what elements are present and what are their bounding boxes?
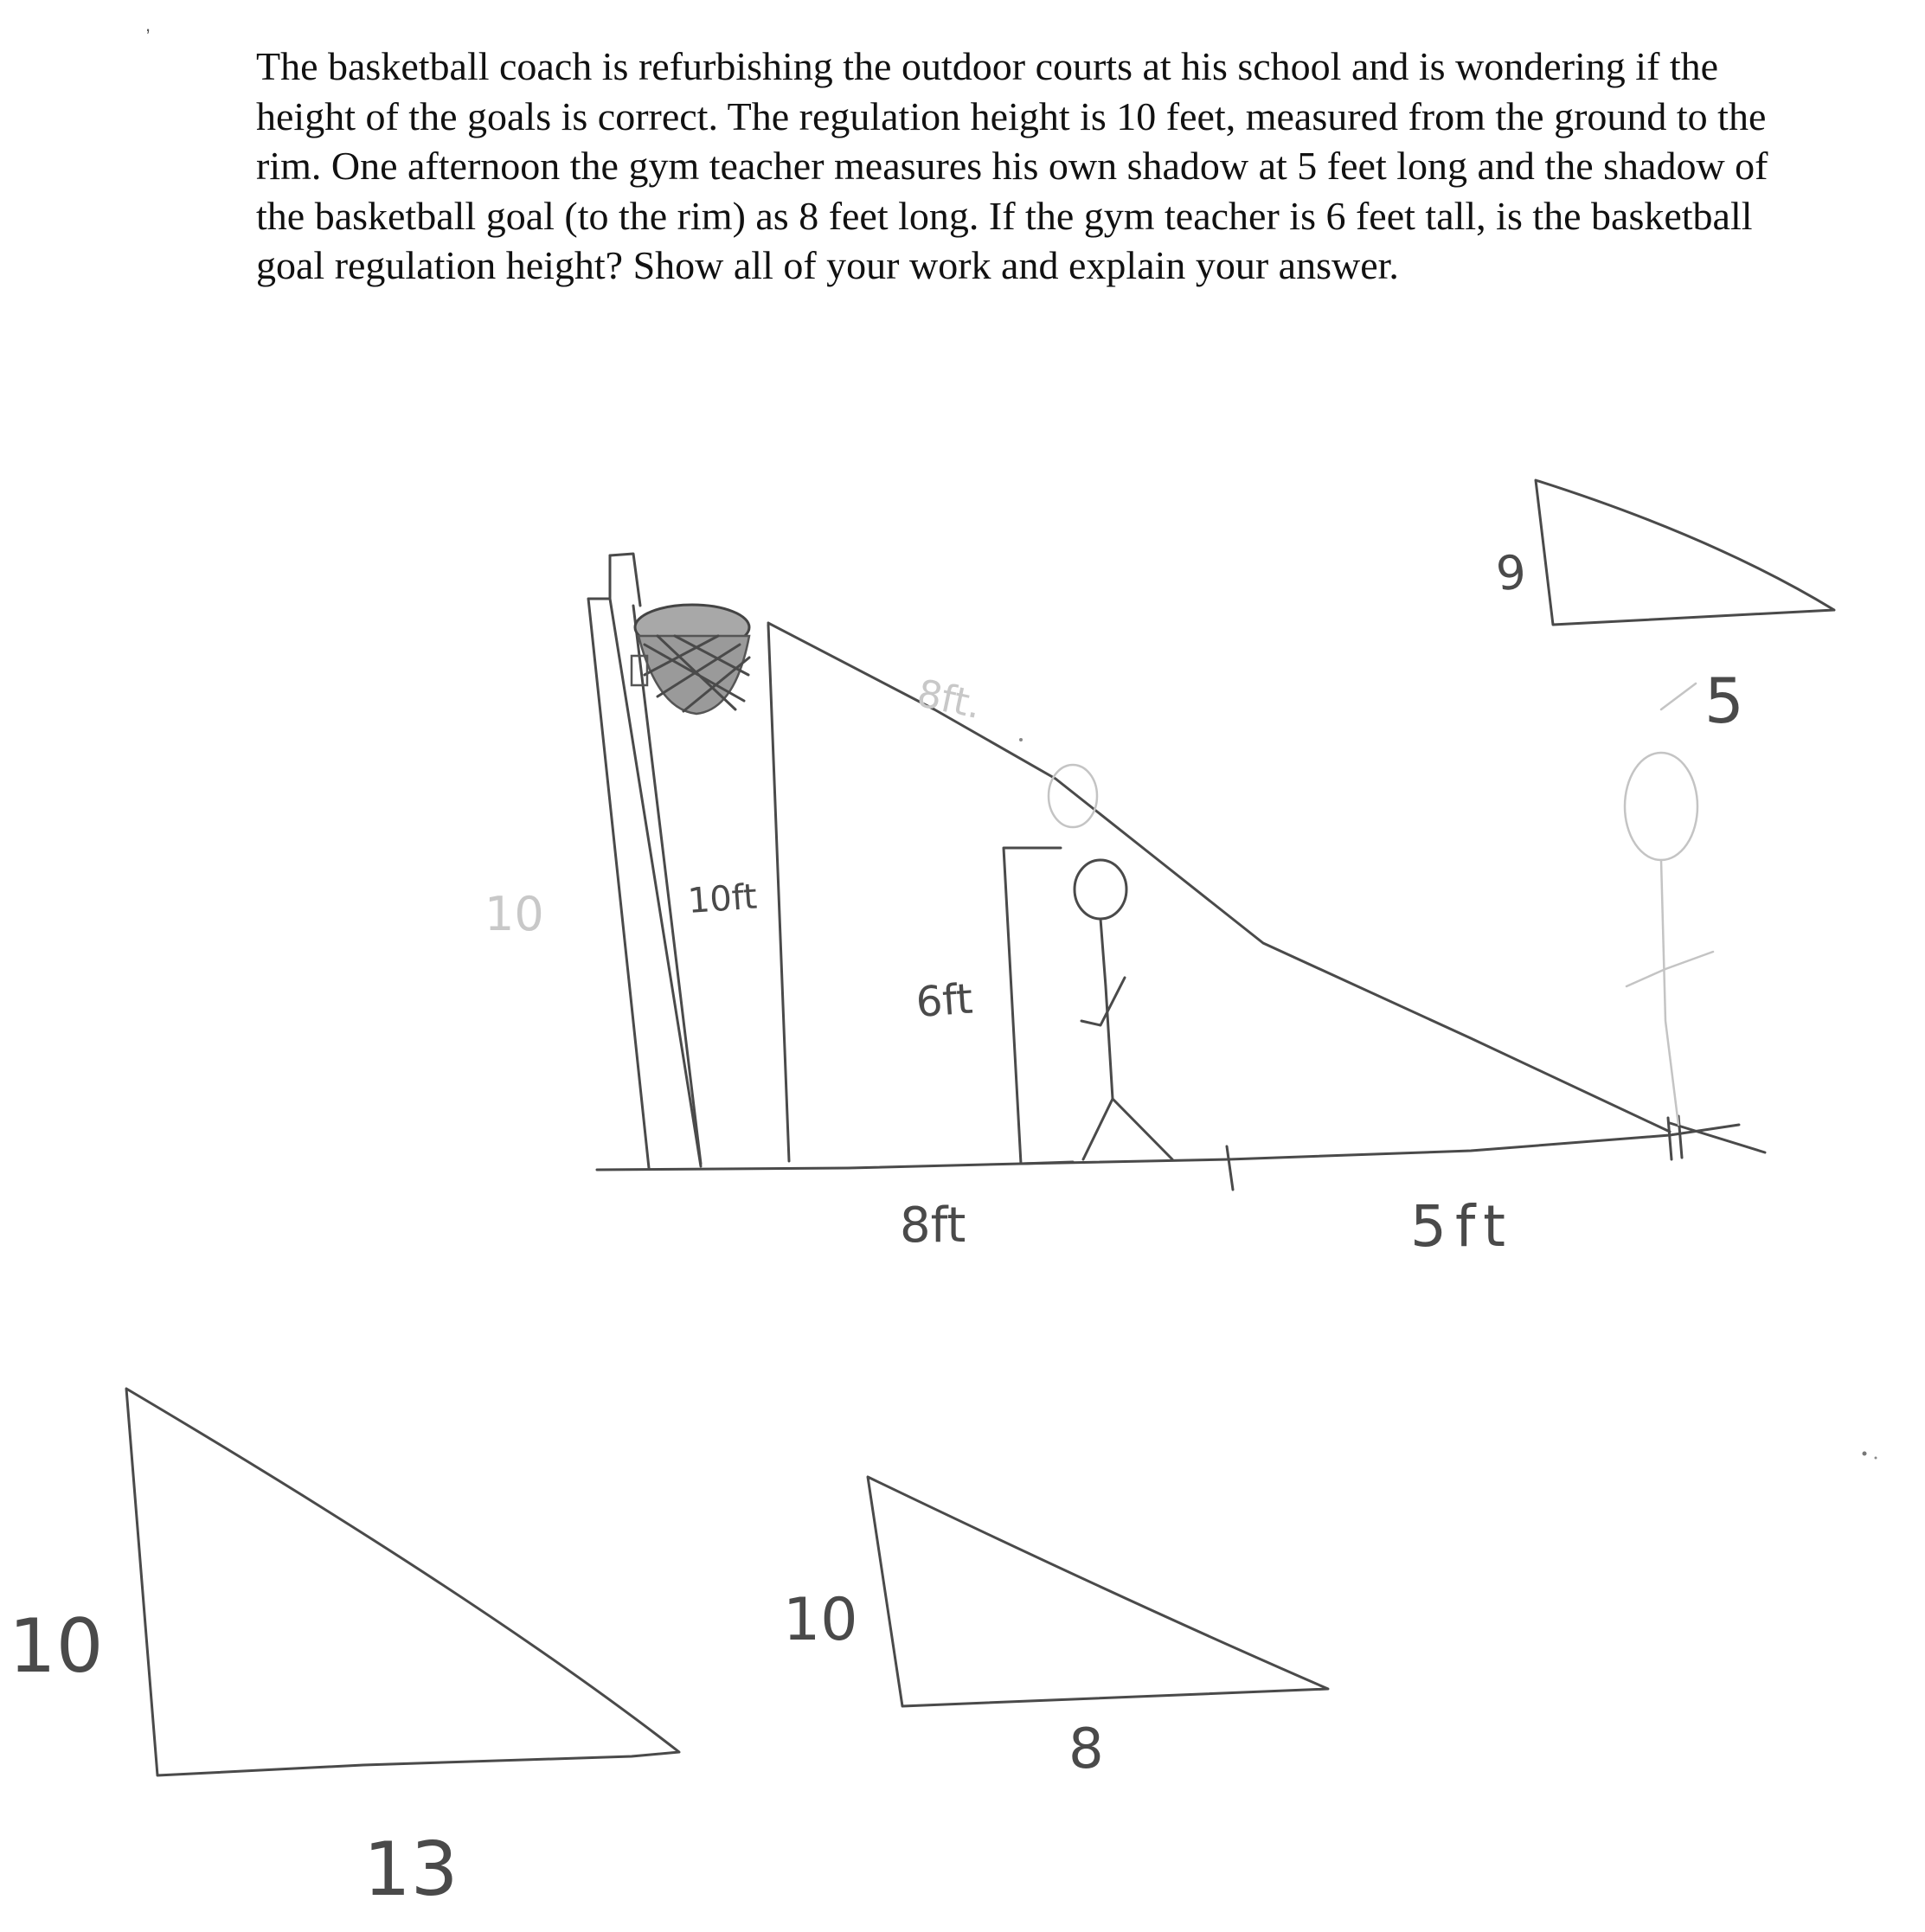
triangle-small-height: 6 bbox=[1493, 542, 1529, 600]
pencil-speck bbox=[1863, 1452, 1867, 1456]
erased-circle-faint bbox=[1049, 765, 1097, 827]
goal-shadow-label: 8ft bbox=[900, 1197, 966, 1254]
triangle-small bbox=[1536, 480, 1834, 625]
triangle-large bbox=[126, 1389, 679, 1775]
shadow-faint-label: 8ft. bbox=[913, 671, 985, 729]
triangle-medium bbox=[868, 1477, 1328, 1706]
shadow-ray-line bbox=[768, 623, 1670, 1132]
goal-height-label: 10ft bbox=[686, 876, 759, 921]
stray-pencil-mark: , bbox=[145, 14, 151, 35]
teacher-height-bracket bbox=[1004, 848, 1073, 1164]
triangle-small-base: 5 bbox=[1704, 664, 1744, 737]
basketball-net-icon bbox=[632, 605, 749, 714]
triangle-medium-base: 8 bbox=[1068, 1717, 1104, 1781]
problem-statement: The basketball coach is refurbishing the outdoor courts at his school and is wondering if the height of the goals is correct. The regulation height is 10 feet, measured from the ground to the rim. One afternoon the gym teacher measures his own shadow at 5 feet long and the shadow of the basketball goal (to the rim) as 8 feet long. If the gym teacher is 6 feet tall, is the basketball goal regulation height? Show all of your work and explain your answer. bbox=[256, 44, 1768, 287]
teacher-height-label: 6ft bbox=[914, 974, 975, 1027]
pencil-speck bbox=[1019, 738, 1023, 741]
ground-line bbox=[597, 1125, 1739, 1170]
triangle-medium-height: 10 bbox=[783, 1586, 858, 1654]
erased-figure-faint bbox=[1625, 684, 1713, 1125]
shadow-divider-tick bbox=[1227, 1146, 1233, 1190]
triangle-large-base: 13 bbox=[363, 1826, 459, 1913]
goal-height-faint-label: 10 bbox=[484, 887, 544, 941]
gym-teacher-figure bbox=[1075, 860, 1172, 1159]
triangle-large-height: 10 bbox=[9, 1603, 104, 1690]
pencil-speck bbox=[1875, 1457, 1877, 1460]
teacher-shadow-label: 5ft bbox=[1410, 1193, 1514, 1260]
